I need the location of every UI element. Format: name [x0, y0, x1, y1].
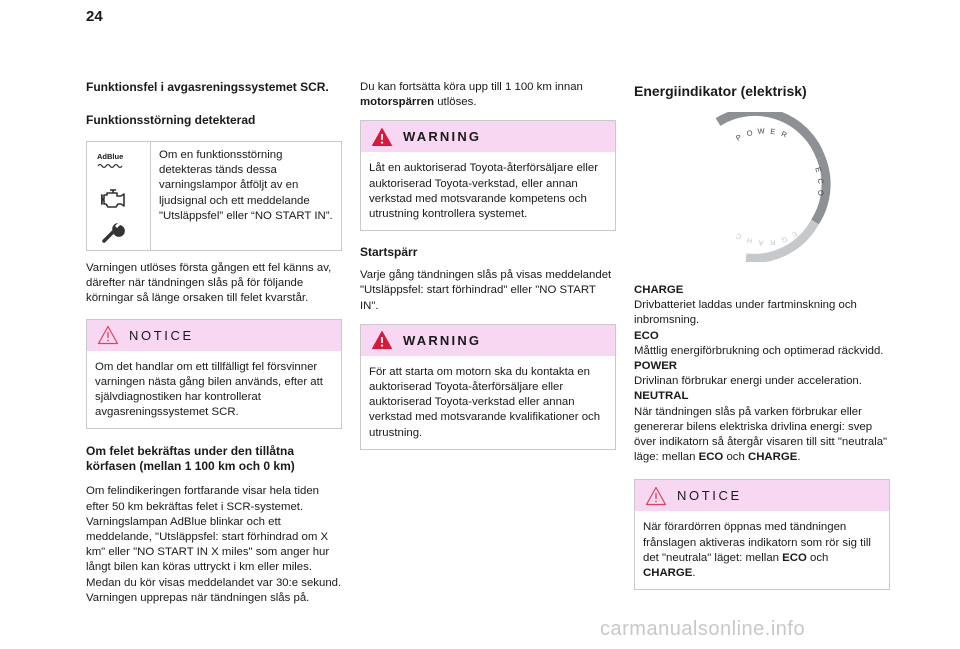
gauge-letter: E [769, 126, 776, 137]
gauge-letter: W [757, 126, 765, 136]
section-heading: Energiindikator (elektrisk) [634, 83, 807, 99]
energy-descriptions [634, 283, 890, 590]
notice-header [635, 480, 889, 511]
wrench-icon [101, 220, 125, 244]
gauge-arc-charge [746, 222, 815, 258]
warning-triangle-icon [371, 127, 393, 147]
column-middle [360, 80, 616, 450]
warning-header [361, 121, 615, 152]
column-left [86, 80, 342, 606]
notice-title: NOTICE [129, 327, 194, 343]
paragraph: Varje gång tändningen slås på visas meddelandet "Utsläppsfel: start förhindrad" eller "NO START IN". [360, 269, 612, 312]
warning-header [361, 325, 615, 356]
watermark: carmanualsonline.info [600, 618, 806, 640]
warning-box-2 [360, 324, 616, 450]
power-text: Drivlinan förbrukar energi under acceleration. [634, 375, 862, 388]
gauge-letter: H [745, 235, 754, 246]
table-text: Om en funktionsstörning detekteras tänds dessa varningslampor åtföljt av en ljudsignal och ett meddelande "Utsläppsfel” eller “NO START IN”. [159, 149, 333, 222]
gauge-letter: O [815, 189, 826, 197]
warning-box-1 [360, 120, 616, 231]
notice-warning-triangle-icon [97, 325, 119, 345]
notice-title: NOTICE [677, 488, 742, 504]
gauge-letter: R [780, 129, 789, 140]
charge-text: Drivbatteriet laddas under fartminskning och inbromsning. [634, 299, 857, 327]
power-label: POWER [634, 360, 678, 373]
gauge-letter: O [745, 128, 754, 139]
gauge-letter: C [815, 177, 826, 185]
charge-label: CHARGE [634, 284, 684, 296]
page-number: 24 [86, 8, 103, 25]
neutral-label: NEUTRAL [634, 390, 689, 403]
section-heading: Funktionsfel i avgasreningssystemet SCR. [86, 80, 329, 94]
warning-title: WARNING [403, 129, 482, 145]
engine-check-icon [101, 188, 129, 210]
paragraph: Varningen utlöses första gången ett fel känns av, därefter när tändningen slås på för följande körningar så länge orsaken till felet kvarstår. [86, 262, 332, 305]
notice-box [634, 479, 890, 590]
gauge-letter: C [734, 231, 744, 242]
gauge-letter: G [779, 234, 789, 245]
icons-cell [87, 142, 151, 250]
section-heading-2: Om felet bekräftas under den tillåtna körfasen (mellan 1 100 km och 0 km) [86, 444, 295, 474]
notice-warning-triangle-icon [645, 486, 667, 506]
warning-lamps-table [86, 141, 342, 251]
gauge-letter: A [758, 238, 764, 248]
warning-triangle-icon [371, 330, 393, 350]
column-right [634, 80, 890, 100]
eco-label: ECO [634, 329, 659, 342]
section-heading: Startspärr [360, 245, 418, 260]
gauge-letter: P [734, 132, 744, 143]
eco-text: Måttlig energiförbrukning och optimerad räckvidd. [634, 344, 884, 357]
subheading: Funktionsstörning detekterad [86, 113, 256, 127]
warning-text: Låt en auktoriserad Toyota-återförsäljare eller auktoriserad Toyota-verkstad, eller annan verkstad med motsvarande kompetens och utrustning kontrollera systemet. [369, 162, 598, 221]
gauge-letter: R [769, 237, 777, 248]
gauge-letter: E [813, 165, 824, 174]
adblue-icon: AdBlue [97, 152, 123, 170]
notice-header [87, 320, 341, 351]
intro-paragraph: Du kan fortsätta köra upp till 1 100 km innan motorspärren utlöses. [360, 81, 583, 109]
notice-box [86, 319, 342, 430]
descriptions [634, 283, 890, 465]
paragraph-2: Om felindikeringen fortfarande visar hela tiden efter 50 km bekräftas felet i SCR-systemet. Varningslampan AdBlue blinkar och ett meddelande, "Utsläppsfel: start förhindrad om X km" eller "NO START IN X miles" som anger hur långt bilen kan köras uttryckt i km eller miles. Medan du kör visas meddelandet var 30:e sekund. Varningen upprepas när tändningen slås på. [86, 485, 342, 604]
notice-text: Om det handlar om ett tillfälligt fel försvinner varningen nästa gång bilen används, efter att självdiagnostiken har kontrollerat avgasreningssystemet SCR. [95, 360, 323, 419]
neutral-text: När tändningen slås på varken förbrukar eller genererar bilens elektriska drivlina energi: svep över indikatorn så återgår visaren till sitt "neutrala" läge: mellan ECO och CHARGE. [634, 405, 888, 464]
energy-indicator-gauge [690, 112, 840, 262]
gauge-letter: E [790, 229, 800, 240]
warning-title: WARNING [403, 332, 482, 348]
warning-text: För att starta om motorn ska du kontakta en auktoriserad Toyota-återförsäljare eller auktoriserad Toyota-verkstad eller annan verkstad med motsvarande kvalifikationer och utrustning. [369, 365, 601, 439]
notice-text: När förardörren öppnas med tändningen frånslagen aktiveras indikatorn som rör sig till det "neutrala" läget: mellan ECO och CHARGE. [643, 521, 871, 580]
